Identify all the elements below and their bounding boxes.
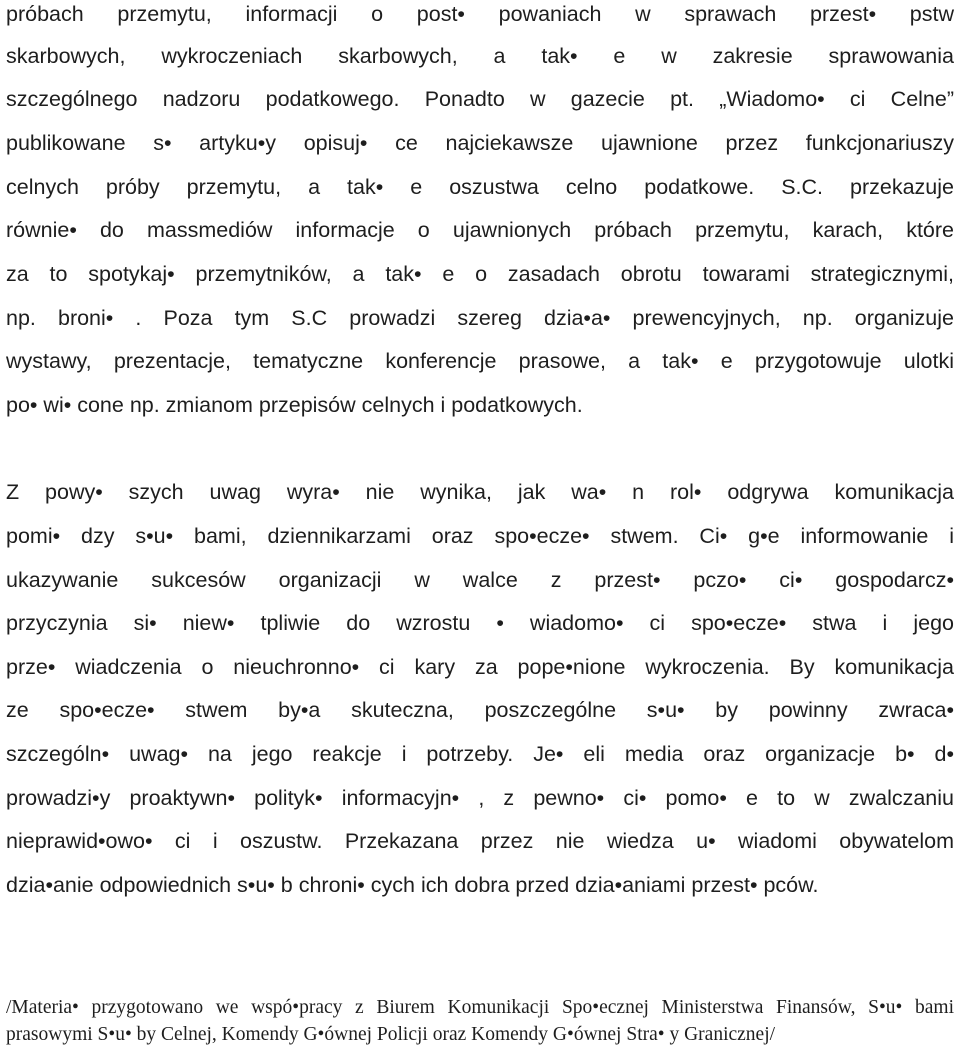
footer-line: /Materia• przygotowano we wspó•pracy z Biurem Komunikacji Spo•ecznej Ministerstwa Finansów, S•u• bami (6, 997, 954, 1018)
text-line: ukazywanie sukcesów organizacji w walce z przest• pczo• ci• gospodarcz• (6, 568, 954, 592)
text-line: po• wi• cone np. zmianom przepisów celnych i podatkowych. (6, 393, 583, 417)
text-line: za to spotykaj• przemytników, a tak• e o zasadach obrotu towarami strategicznymi, (6, 262, 954, 286)
text-line: równie• do massmediów informacje o ujawnionych próbach przemytu, karach, które (6, 218, 954, 242)
text-line: Z powy• szych uwag wyra• nie wynika, jak wa• n rol• odgrywa komunikacja (6, 480, 954, 504)
text-line: prowadzi•y proaktywn• polityk• informacyjn• , z pewno• ci• pomo• e to w zwalczaniu (6, 786, 954, 810)
text-line: pomi• dzy s•u• bami, dziennikarzami oraz spo•ecze• stwem. Ci• g•e informowanie i (6, 524, 954, 548)
text-line: dzia•anie odpowiednich s•u• b chroni• cych ich dobra przed dzia•aniami przest• pców. (6, 873, 819, 897)
text-line: ze spo•ecze• stwem by•a skuteczna, poszczególne s•u• by powinny zwraca• (6, 698, 954, 722)
text-line: nieprawid•owo• ci i oszustw. Przekazana przez nie wiedza u• wiadomi obywatelom (6, 829, 954, 853)
text-line: próbach przemytu, informacji o post• powaniach w sprawach przest• pstw (6, 2, 954, 26)
text-line: skarbowych, wykroczeniach skarbowych, a tak• e w zakresie sprawowania (6, 44, 954, 68)
text-line: szczególnego nadzoru podatkowego. Ponadto w gazecie pt. „Wiadomo• ci Celne” (6, 87, 954, 111)
text-line: np. broni• . Poza tym S.C prowadzi szereg dzia•a• prewencyjnych, np. organizuje (6, 306, 954, 330)
footer-line: prasowymi S•u• by Celnej, Komendy G•ównej Policji oraz Komendy G•ównej Stra• y Granicznej/ (6, 1024, 776, 1045)
text-line: szczególn• uwag• na jego reakcje i potrzeby. Je• eli media oraz organizacje b• d• (6, 742, 954, 766)
text-line: celnych próby przemytu, a tak• e oszustwa celno podatkowe. S.C. przekazuje (6, 175, 954, 199)
text-line: publikowane s• artyku•y opisuj• ce najciekawsze ujawnione przez funkcjonariuszy (6, 131, 954, 155)
text-line: przyczynia si• niew• tpliwie do wzrostu • wiadomo• ci spo•ecze• stwa i jego (6, 611, 954, 635)
text-line: wystawy, prezentacje, tematyczne konferencje prasowe, a tak• e przygotowuje ulotki (6, 349, 954, 373)
text-line: prze• wiadczenia o nieuchronno• ci kary za pope•nione wykroczenia. By komunikacja (6, 655, 954, 679)
